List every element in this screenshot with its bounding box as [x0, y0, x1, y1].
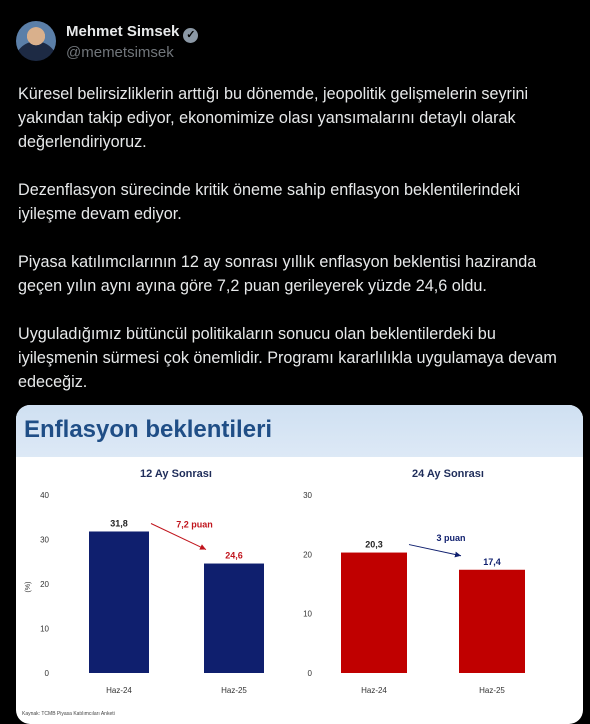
y-tick-label: 20: [303, 550, 312, 560]
bar: [89, 531, 149, 673]
tweet-paragraph: Küresel belirsizliklerin arttığı bu dönemde, jeopolitik gelişmelerin seyrini yakından takip ediyor, ekonomimize olası yansımalarını detaylı olarak değerlendiriyoruz.: [18, 85, 529, 151]
avatar[interactable]: [16, 21, 56, 61]
tweet-paragraph: Piyasa katılımcılarının 12 ay sonrası yıllık enflasyon beklentisi haziranda geçen yılın aynı ayına göre 7,2 puan gerileyerek yüzde 24,6 oldu.: [18, 253, 537, 295]
change-annotation: 3 puan: [436, 533, 466, 544]
tweet-text: [18, 82, 578, 418]
author-name-text[interactable]: Mehmet Simsek: [66, 23, 180, 40]
chart-title: 24 Ay Sonrası: [412, 468, 484, 480]
bar: [204, 564, 264, 673]
image-banner: [16, 405, 583, 457]
source-note: Kaynak: TCMB Piyasa Katılımcıları Anketi: [22, 711, 115, 717]
bar: [341, 553, 407, 673]
y-tick-label: 20: [40, 580, 49, 589]
y-axis-label: (%): [25, 581, 32, 593]
tweet-paragraph: Dezenflasyon sürecinde kritik öneme sahip enflasyon beklentilerindeki iyileşme devam ediyor.: [18, 181, 521, 223]
author-handle[interactable]: @memetsimsek: [66, 44, 174, 61]
data-label: 24,6: [225, 550, 243, 561]
x-tick-label: Haz-25: [221, 686, 247, 695]
y-tick-label: 10: [40, 624, 49, 634]
tweet-header: [16, 21, 576, 69]
author-name[interactable]: [66, 23, 198, 43]
x-tick-label: Haz-24: [106, 686, 132, 695]
change-annotation: 7,2 puan: [176, 519, 213, 530]
y-tick-label: 30: [40, 535, 49, 545]
image-title: Enflasyon beklentileri: [24, 416, 273, 443]
charts: [16, 457, 583, 711]
y-tick-label: 0: [307, 669, 312, 678]
y-tick-label: 0: [44, 669, 49, 678]
x-tick-label: Haz-24: [361, 686, 387, 695]
y-tick-label: 30: [303, 491, 312, 500]
verified-badge-icon: ✓: [183, 28, 198, 43]
tweet-paragraph: Uyguladığımız bütüncül politikaların sonucu olan beklentilerdeki bu iyileşmenin sürmesi çok önemlidir. Programı kararlılıkla uygulamaya devam edeceğiz.: [18, 325, 557, 391]
y-tick-label: 40: [40, 491, 49, 500]
change-arrow: [409, 545, 461, 556]
chart-title: 12 Ay Sonrası: [140, 468, 212, 480]
data-label: 17,4: [483, 556, 501, 567]
tweet-image[interactable]: [16, 405, 583, 724]
y-tick-label: 10: [303, 609, 312, 619]
bar: [459, 570, 525, 673]
data-label: 31,8: [110, 518, 128, 529]
x-tick-label: Haz-25: [479, 686, 505, 695]
data-label: 20,3: [365, 539, 383, 550]
